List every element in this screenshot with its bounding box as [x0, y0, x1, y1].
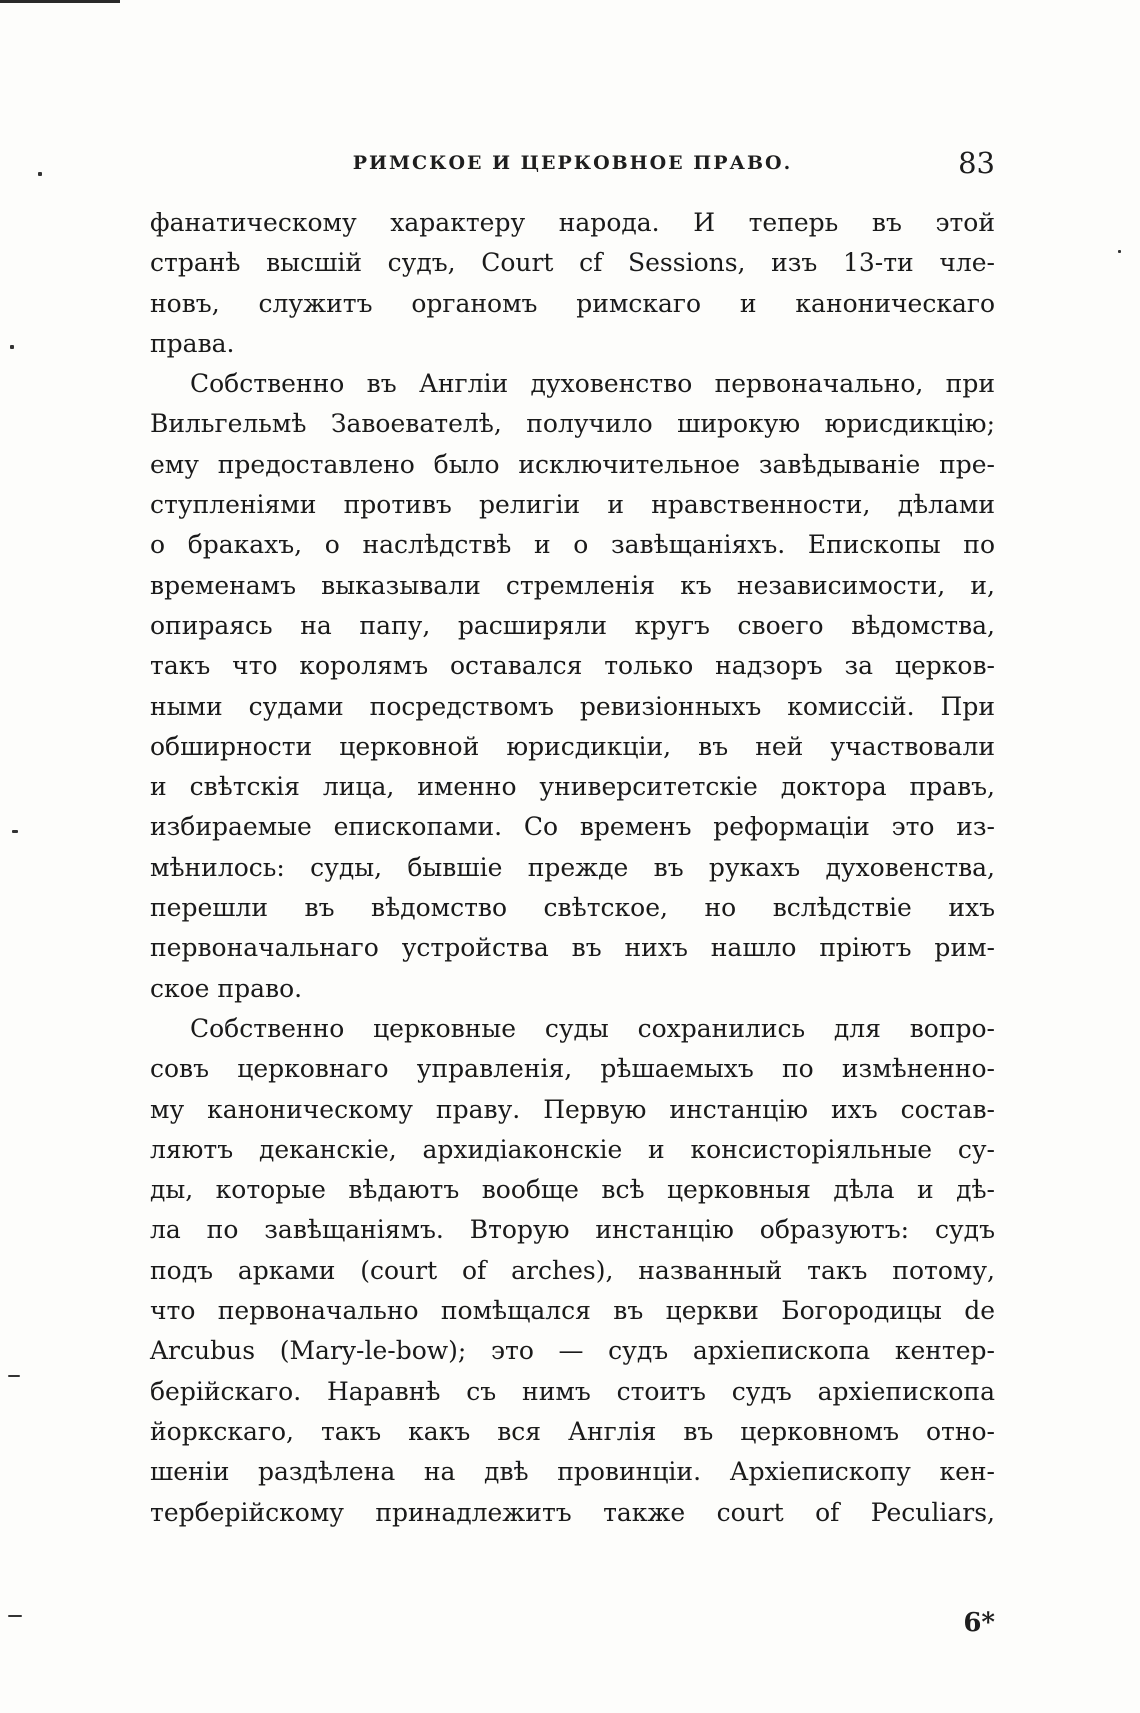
- text-line: шеніи раздѣлена на двѣ провинціи. Архіепископу кен-: [150, 1457, 995, 1487]
- text-line: совъ церковнаго управленія, рѣшаемыхъ по измѣненно-: [150, 1054, 995, 1084]
- text-line: обширности церковной юрисдикціи, въ ней участвовали: [150, 731, 995, 761]
- text-line: избираемые епископами. Со временъ реформаціи это из-: [150, 812, 995, 842]
- text-line: му каноническому праву. Первую инстанцію ихъ состав-: [150, 1094, 995, 1124]
- text-line: Собственно церковные суды сохранились для вопро-: [190, 1013, 995, 1043]
- scan-edge-mark: [0, 0, 120, 3]
- text-line: ему предоставлено было исключительное завѣдываніе пре-: [150, 449, 995, 479]
- paragraph: [150, 203, 995, 364]
- text-line: Собственно въ Англіи духовенство первоначально, при: [190, 369, 995, 399]
- paragraph: [150, 364, 995, 1009]
- text-line: ды, которые вѣдаютъ вообще всѣ церковныя дѣла и дѣ-: [150, 1175, 995, 1205]
- scan-speck: [1118, 250, 1121, 253]
- text-line: ступленіями противъ религіи и нравственности, дѣлами: [150, 490, 995, 520]
- body-text: [150, 203, 995, 1533]
- scan-speck: [12, 830, 18, 833]
- text-line: терберійскому принадлежитъ также court of Peculiars,: [150, 1497, 995, 1527]
- text-line: Вильгельмѣ Завоевателѣ, получило широкую юрисдикцію;: [150, 409, 995, 439]
- page-number: 83: [958, 146, 995, 180]
- text-line: ными судами посредствомъ ревизіонныхъ комиссій. При: [150, 691, 995, 721]
- text-line: ское право.: [150, 973, 303, 1003]
- text-line: ла по завѣщаніямъ. Вторую инстанцію образуютъ: судъ: [150, 1215, 995, 1245]
- scan-speck: [10, 345, 14, 349]
- page-header: [150, 146, 995, 186]
- text-line: такъ что королямъ оставался только надзоръ за церков-: [150, 651, 995, 681]
- text-line: Arcubus (Mary-le-bow); это — судъ архіепископа кентер-: [150, 1336, 995, 1366]
- paragraph: [150, 1009, 995, 1533]
- text-line: первоначальнаго устройства въ нихъ нашло пріютъ рим-: [150, 933, 995, 963]
- text-line: ляютъ деканскіе, архидіаконскіе и консисторіяльные су-: [150, 1134, 995, 1164]
- text-line: о бракахъ, о наслѣдствѣ и о завѣщаніяхъ. Епископы по: [150, 530, 995, 560]
- scan-speck: [8, 1375, 20, 1377]
- signature-mark: 6*: [963, 1608, 995, 1638]
- text-line: мѣнилось: суды, бывшіе прежде въ рукахъ духовенства,: [150, 852, 995, 882]
- running-title: РИМСКОЕ И ЦЕРКОВНОЕ ПРАВО.: [352, 152, 793, 174]
- text-line: что первоначально помѣщался въ церкви Богородицы de: [150, 1296, 995, 1326]
- text-line: перешли въ вѣдомство свѣтское, но вслѣдствіе ихъ: [150, 893, 995, 923]
- text-line: подъ арками (court of arches), названный такъ потому,: [150, 1255, 995, 1285]
- text-line: странѣ высшій судъ, Court cf Sessions, изъ 13-ти чле-: [150, 248, 995, 278]
- text-line: новъ, служитъ органомъ римскаго и каноническаго: [150, 288, 995, 318]
- text-line: берійскаго. Наравнѣ съ нимъ стоитъ судъ архіепископа: [150, 1376, 995, 1406]
- text-line: йоркскаго, такъ какъ вся Англія въ церковномъ отно-: [150, 1416, 995, 1446]
- text-line: права.: [150, 328, 235, 358]
- text-line: фанатическому характеру народа. И теперь въ этой: [150, 208, 995, 237]
- text-line: временамъ выказывали стремленія къ независимости, и,: [150, 570, 995, 600]
- text-line: и свѣтскія лица, именно университетскіе доктора правъ,: [150, 772, 995, 802]
- scan-speck: [8, 1615, 22, 1617]
- scan-speck: [38, 172, 42, 176]
- text-line: опираясь на папу, расширяли кругъ своего вѣдомства,: [150, 610, 995, 640]
